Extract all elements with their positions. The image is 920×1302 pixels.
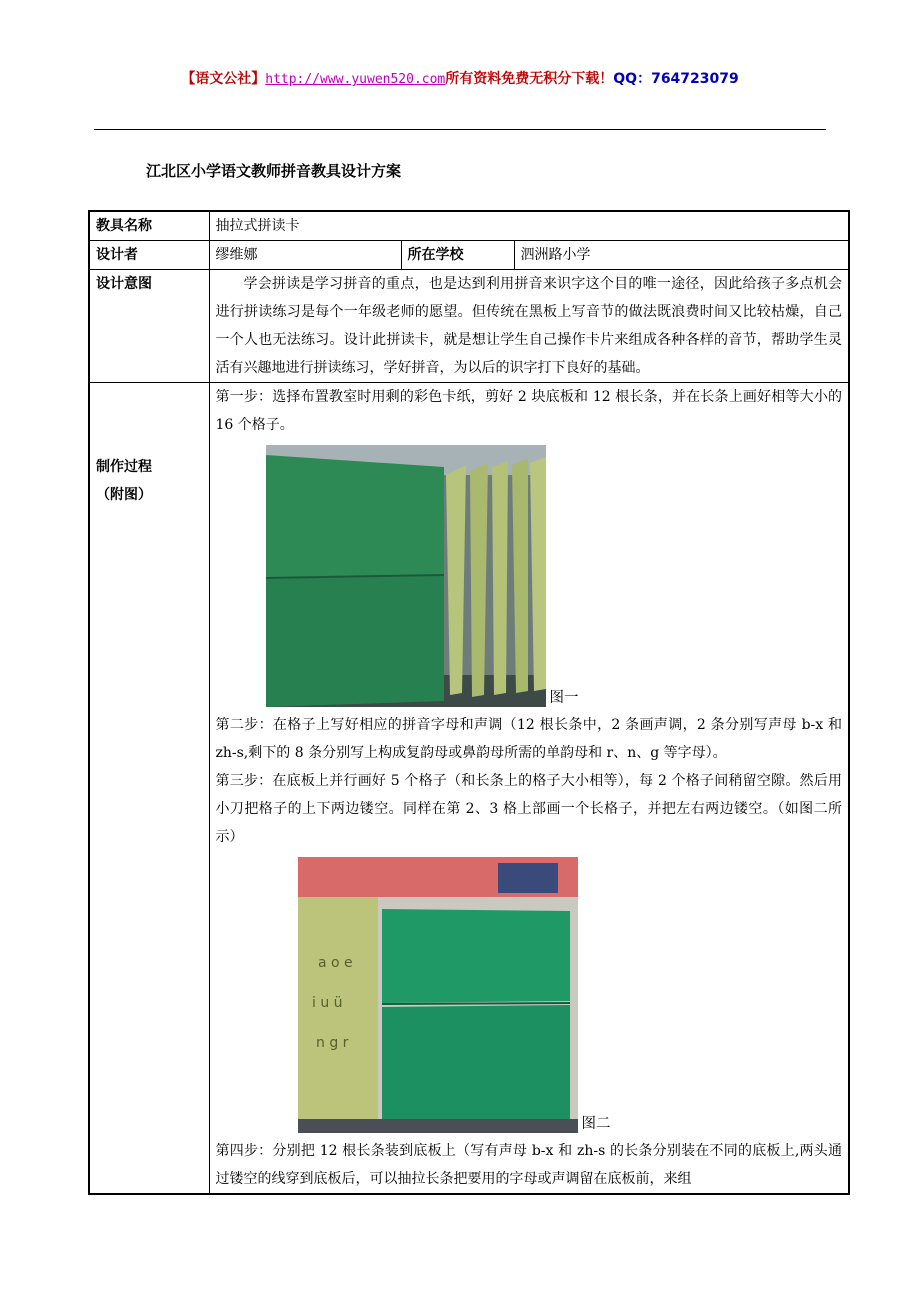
figure-1-photo (266, 445, 546, 707)
step-2-text: 第二步：在格子上写好相应的拼音字母和声调（12 根长条中，2 条画声调，2 条分别写声母 b-x 和 zh-s,剩下的 8 条分别写上构成复韵母或鼻韵母所需的单韵母和 r、n、g 等字母）。 (215, 717, 842, 761)
designer-value: 缪维娜 (209, 241, 401, 270)
header-divider (94, 129, 826, 130)
intent-text: 学会拼读是学习拼音的重点，也是达到利用拼音来识字这个目的唯一途径，因此给孩子多点机会进行拼读练习是每个一年级老师的愿望。但传统在黑板上写音节的做法既浪费时间又比较枯燥，自己一个人也无法练习。设计此拼读卡，就是想让学生自己操作卡片来组成各种各样的音节，帮助学生灵活有兴趣地进行拼读练习，学好拼音，为以后的识字打下良好的基础。 (215, 276, 842, 376)
figure-2 (298, 857, 843, 1133)
school-label: 所在学校 (401, 241, 514, 270)
school-value: 泗洲路小学 (514, 241, 849, 270)
figure-1-caption: 图一 (549, 690, 579, 706)
process-cell (209, 383, 849, 1195)
process-label: 制作过程 (96, 459, 152, 475)
svg-text:i u ü: i u ü (311, 995, 343, 1011)
step-4-text: 第四步：分别把 12 根长条装到底板上（写有声母 b-x 和 zh-s 的长条分别装在不同的底板上,两头通过镂空的线穿到底板后，可以抽拉长条把要用的字母或声调留在底板前，来组 (215, 1143, 842, 1187)
brand-label: 【语文公社】 (181, 71, 266, 87)
process-sub-label: （附图） (96, 487, 152, 503)
intent-cell (209, 270, 849, 383)
step-3-text: 第三步：在底板上并行画好 5 个格子（和长条上的格子大小相等），每 2 个格子间稍留空隙。然后用小刀把格子的上下两边镂空。同样在第 2、3 格上部画一个长格子，并把左右两边镂空。（如图二所示） (215, 773, 842, 845)
qq-number: 764723079 (651, 71, 739, 87)
process-label-cell (89, 383, 209, 1195)
intent-label: 设计意图 (89, 270, 209, 383)
svg-text:a o e: a o e (317, 955, 353, 971)
figure-1 (266, 445, 843, 707)
document-title: 江北区小学语文教师拼音教具设计方案 (146, 162, 402, 180)
name-value: 抽拉式拼读卡 (209, 211, 849, 241)
name-label: 教具名称 (89, 211, 209, 241)
page-header (0, 68, 920, 88)
figure-2-caption: 图二 (581, 1116, 611, 1132)
svg-text:n g r: n g r (315, 1035, 348, 1051)
figure-2-photo (298, 857, 578, 1133)
website-link[interactable]: http://www.yuwen520.com (265, 72, 446, 87)
designer-label: 设计者 (89, 241, 209, 270)
design-table (88, 210, 850, 1195)
step-1-text: 第一步：选择布置教室时用剩的彩色卡纸，剪好 2 块底板和 12 根长条，并在长条上画好相等大小的 16 个格子。 (215, 389, 842, 433)
qq-label: QQ： (613, 71, 652, 87)
slogan-text: 所有资料免费无积分下载！ (445, 71, 614, 87)
